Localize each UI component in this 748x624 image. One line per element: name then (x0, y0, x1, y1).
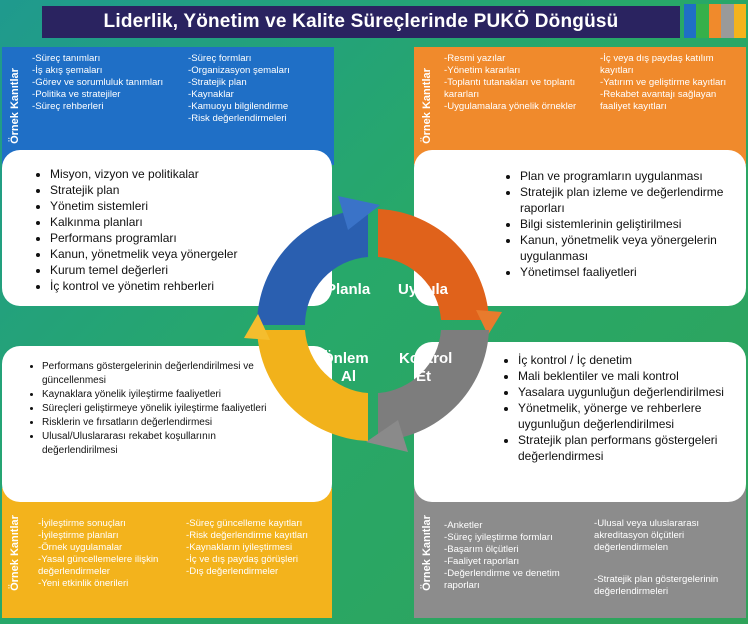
onlem-al-evidence-panel (2, 488, 332, 618)
planla-label: Planla (326, 281, 371, 298)
onlem-al-evidence-col1 (38, 518, 178, 590)
evidence-item: -Rekabet avantajı sağlayan faaliyet kayıtları (600, 89, 717, 112)
kontrol-et-evidence-panel (414, 488, 746, 618)
uygula-item-list (502, 168, 748, 280)
list-item: • İç kontrol / İç denetim (518, 352, 748, 368)
evidence-item: -Stratejik plan göstergelerinin değerlendirmeleri (594, 574, 719, 597)
planla-evidence-panel (2, 47, 334, 165)
kontrol-et-item-list (500, 352, 748, 464)
kontrol-et-evidence-col2 (594, 518, 742, 598)
list-item: • Misyon, vizyon ve politikalar (50, 166, 237, 182)
list-item: • Kurum temel değerleri (50, 262, 237, 278)
uygula-evidence-col1 (444, 53, 584, 113)
evidence-item: -İç ve dış paydaş görüşleri (186, 554, 298, 565)
swatch-orange (709, 4, 721, 38)
evidence-item: -Süreç rehberleri (32, 101, 104, 112)
uygula-evidence-side-label: Örnek Kanıtlar (421, 68, 433, 144)
list-item: • Yasalara uygunluğun değerlendirilmesi (518, 384, 748, 400)
uygula-evidence-col2 (600, 53, 742, 113)
evidence-item: -Yeni etkinlik önerileri (38, 578, 129, 589)
list-item: • Mali beklentiler ve mali kontrol (518, 368, 748, 384)
evidence-item: -Politika ve stratejiler (32, 89, 121, 100)
evidence-item: -Risk değerlendirmeleri (188, 113, 287, 124)
onlem-al-evidence-col2 (186, 518, 331, 578)
list-item: • Kalkınma planları (50, 214, 237, 230)
uygula-label: Uygula (398, 281, 449, 298)
evidence-item: -Yatırım ve geliştirme kayıtları (600, 77, 727, 88)
evidence-item: -Süreç tanımları (32, 53, 101, 64)
kontrol-et-label-line1: Kontrol (399, 350, 453, 367)
evidence-item: -Toplantı tutanakları ve toplantı kararları (444, 77, 576, 100)
list-item: • Risklerin ve fırsatların değerlendirmesi (42, 416, 276, 430)
evidence-item: -Başarım ölçütleri (444, 544, 519, 555)
swatch-yellow (734, 4, 746, 38)
swatch-blue (684, 4, 696, 38)
evidence-item: -Süreç formları (188, 53, 252, 64)
swatch-green (696, 4, 708, 38)
evidence-item: -İç veya dış paydaş katılım kayıtları (600, 53, 714, 76)
list-item: • Performans göstergelerinin değerlendirilmesi ve güncellenmesi (42, 360, 276, 388)
puko-cycle-graphic (230, 190, 516, 460)
evidence-item: -Yönetim kararları (444, 65, 521, 76)
color-swatches (684, 4, 746, 38)
evidence-item: -İş akış şemaları (32, 65, 103, 76)
puko-cycle (230, 190, 516, 460)
evidence-item: -Faaliyet raporları (444, 556, 520, 567)
onlem-al-label-line1: Önlem (322, 350, 369, 367)
title-banner (42, 6, 680, 38)
planla-evidence-col1 (32, 53, 172, 113)
evidence-item: -Uygulamalara yönelik örnekler (444, 101, 577, 112)
list-item: • Stratejik plan izleme ve değerlendirme raporları (520, 184, 748, 216)
evidence-item: -Stratejik plan (188, 77, 247, 88)
evidence-item: -Anketler (444, 520, 483, 531)
list-item: • Süreçleri geliştirmeye yönelik iyileştirme faaliyetleri (42, 402, 276, 416)
evidence-item: -Risk değerlendirme kayıtları (186, 530, 309, 541)
list-item: • Yönetimsel faaliyetleri (520, 264, 748, 280)
onlem-al-label-line2: Al (341, 368, 356, 385)
kontrol-et-segment (366, 330, 489, 452)
list-item: • İç kontrol ve yönetim rehberleri (50, 278, 237, 294)
planla-segment (257, 196, 380, 325)
evidence-item: -Kamuoyu bilgilendirme (188, 101, 289, 112)
uygula-segment (378, 209, 502, 335)
list-item: • Stratejik plan performans göstergeleri değerlendirmesi (518, 432, 748, 464)
evidence-item: -Yasal güncellemelere ilişkin değerlendirmeler (38, 554, 159, 577)
evidence-item: -Görev ve sorumluluk tanımları (32, 77, 164, 88)
list-item: • Yönetim sistemleri (50, 198, 237, 214)
list-item: • Stratejik plan (50, 182, 237, 198)
list-item: • Ulusal/Uluslararası rekabet koşullarının değerlendirilmesi (42, 430, 276, 458)
swatch-gray (721, 4, 733, 38)
list-item: • Performans programları (50, 230, 237, 246)
planla-evidence-col2 (188, 53, 333, 125)
uygula-evidence-panel (414, 47, 746, 165)
evidence-item: -Kaynakların iyileştirmesi (186, 542, 293, 553)
page-title: Liderlik, Yönetim ve Kalite Süreçlerinde PUKÖ Döngüsü (103, 11, 619, 32)
evidence-item: -Değerlendirme ve denetim raporları (444, 568, 560, 591)
planla-item-list (32, 166, 237, 294)
list-item: • Bilgi sistemlerinin geliştirilmesi (520, 216, 748, 232)
kontrol-et-label-line2: Et (416, 368, 431, 385)
evidence-item: -Örnek uygulamalar (38, 542, 123, 553)
evidence-item: -Süreç güncelleme kayıtları (186, 518, 303, 529)
evidence-item: -Dış değerlendirmeler (186, 566, 279, 577)
planla-evidence-side-label: Örnek Kanıtlar (9, 68, 21, 144)
list-item: • Kanun, yönetmelik veya yönergeler (50, 246, 237, 262)
evidence-item: -Ulusal veya uluslararası akreditasyon ölçütleri değerlendirmelen (594, 518, 700, 553)
evidence-item: -İyileştirme sonuçları (38, 518, 126, 529)
list-item: • Yönetmelik, yönerge ve rehberlere uygunluğun değerlendirilmesi (518, 400, 748, 432)
evidence-item: -Kaynaklar (188, 89, 234, 100)
evidence-item: -İyileştirme planları (38, 530, 119, 541)
list-item: • Plan ve programların uygulanması (520, 168, 748, 184)
evidence-item: -Organizasyon şemaları (188, 65, 290, 76)
list-item: • Kaynaklara yönelik iyileştirme faaliyetleri (42, 388, 276, 402)
evidence-item: -Süreç iyileştirme formları (444, 532, 553, 543)
kontrol-et-evidence-col1 (444, 520, 584, 592)
evidence-item: -Resmi yazılar (444, 53, 506, 64)
list-item: • Kanun, yönetmelik veya yönergelerin uygulanması (520, 232, 748, 264)
onlem-al-evidence-side-label: Örnek Kanıtlar (9, 515, 21, 591)
kontrol-et-evidence-side-label: Örnek Kanıtlar (421, 515, 433, 591)
